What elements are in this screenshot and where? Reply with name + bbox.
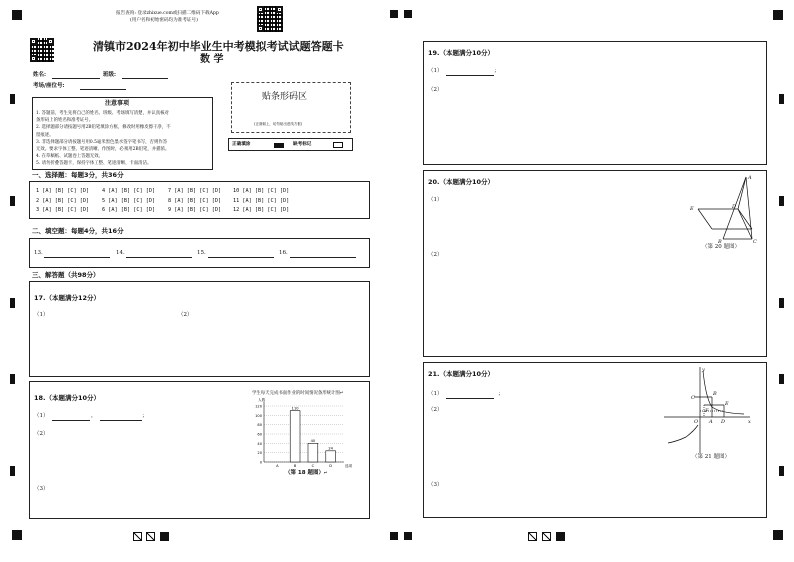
timing-mark [10,94,15,104]
q20-part2-label: （2） [428,252,443,258]
fig21-label-c: C [691,395,695,401]
fig21-label-a: A [709,419,713,425]
fill-blank-area [29,238,370,268]
notice-line: 1. 答题前，考生先将自己的姓名、班级、考场填写清楚，并认真核对 [36,111,169,116]
chart-x-axis-label: 选项 [345,464,353,468]
name-field[interactable] [52,78,100,79]
fig21-label-f: F [705,408,709,414]
page-code-box [542,532,551,541]
choice-question[interactable]: 6 [A] [B] [C] [D] [102,207,156,213]
fill-legend-box [228,138,353,151]
chart-data-label: 40 [310,439,316,444]
chart-y-axis-label: 人数 [258,398,266,402]
corner-mark-tr [773,10,783,20]
q19-part1-label: （1） [428,68,443,74]
choice-question[interactable]: 11 [A] [B] [C] [D] [233,197,290,204]
corner-mark-br [773,530,783,540]
bar-chart [252,398,353,471]
blank-14-label: 14. [116,250,125,256]
timing-mark [779,94,784,104]
blank-14-field[interactable] [126,257,192,258]
q19-answer-box[interactable] [423,41,767,165]
chart-y-tick-label: 60 [257,432,262,437]
room-seat-label: 考场/座位号: [33,83,65,89]
q20-geometry-figure [688,173,758,245]
name-label: 姓名: [33,72,47,78]
fig21-label-y: y [702,367,705,373]
q21-part2-label: （2） [428,407,443,413]
page-code-box [133,532,142,541]
page-code-box [160,532,169,541]
correct-fill-sample [274,143,284,148]
q17-part1-label: （1） [34,312,49,318]
choice-question[interactable]: 12 [A] [B] [C] [D] [233,207,290,213]
app-qr-code [257,6,283,32]
q17-answer-box[interactable] [29,281,370,377]
q21-part3-label: （3） [428,482,443,488]
timing-mark [779,466,784,476]
chart-x-tick-label: D [329,464,333,468]
timing-mark [10,374,15,384]
notice-line: 2. 选择题部分请按题号用2B铅笔填涂方框，修改时用橡皮擦干净，不 [36,125,171,131]
choice-question[interactable]: 8 [A] [B] [C] [D] [168,197,222,204]
notice-box [32,97,213,170]
class-field[interactable] [122,78,168,79]
q18-figure-caption: （第 18 题图）↵ [285,470,328,476]
q20-figure-caption: （第 20 题图） [702,244,740,250]
fig21-label-d: D [721,419,726,425]
corner-mark-mid-bl [390,532,398,540]
class-label: 班级: [103,72,117,78]
subject-title: 数 学 [200,54,224,65]
chart-title: 学生每天完成书面作业的时间情况条形统计图↵ [252,391,344,396]
q21-part1-label: （1） [428,391,443,397]
chart-x-tick-label: B [293,464,297,468]
timing-mark [10,298,15,308]
choice-question[interactable]: 2 [A] [B] [C] [D] [36,197,90,204]
q21-part1-end: ； [498,391,504,397]
fig20-label-c: C [753,239,757,245]
q20-title: 20.（本题满分10分） [428,178,495,186]
notice-line: 4. 在草稿纸、试题卷上答题无效。 [36,154,104,160]
chart-bar [308,443,318,462]
report-notice-line1: 报告查询: 登录zhixue.com或扫描二维码下载App [116,11,219,16]
choice-question[interactable]: 3 [A] [B] [C] [D] [36,207,90,213]
chart-data-label: 110 [291,406,299,411]
notice-line: 条形码上的姓名和准考证号。 [36,118,94,124]
absent-mark-box[interactable] [333,142,343,148]
q21-title: 21.（本题满分10分） [428,370,495,378]
choice-question[interactable]: 7 [A] [B] [C] [D] [168,188,222,194]
chart-x-tick-label: A [276,464,279,468]
absent-mark-label: 缺考标记 [293,142,312,147]
chart-y-tick-label: 0 [259,460,262,465]
timing-mark [779,374,784,384]
timing-mark [10,196,15,206]
corner-mark-mid-br [404,532,412,540]
blank-16-label: 16. [279,250,288,256]
q19-part2-label: （2） [428,87,443,93]
q19-title: 19.（本题满分10分） [428,49,495,57]
q18-part1-end: ； [142,413,148,419]
fig20-label-d: D [732,204,737,210]
barcode-note: (正面朝上，切勿贴出虚线方框) [254,122,303,126]
q21-figure-caption: （第 21 题图） [692,454,730,460]
timing-mark [779,298,784,308]
correct-fill-label: 正确填涂 [232,142,251,147]
fig20-label-e: E [690,206,694,212]
fig21-label-e: E [725,401,729,407]
notice-lines [36,110,171,168]
notice-line: 无效。要求字体工整、笔迹清晰。作图时，必须用2B铅笔，并描浓。 [36,147,170,153]
q20-answer-box[interactable] [423,170,767,357]
q17-title: 17.（本题满分12分） [34,294,101,302]
blank-16-field[interactable] [290,257,356,258]
q18-part2-label: （2） [34,431,49,437]
q18-part3-label: （3） [34,486,49,492]
notice-line: 留痕迹。 [36,132,54,138]
choice-question[interactable]: 1 [A] [B] [C] [D] [36,188,90,194]
chart-x-tick-label: C [311,464,315,468]
chart-data-label: 24 [328,446,333,451]
blank-15-field[interactable] [208,257,274,258]
fig20-label-b: B [718,239,722,245]
barcode-area [231,82,351,133]
room-seat-field[interactable] [80,89,126,90]
blank-13-field[interactable] [44,257,110,258]
section3-title: 三、解答题（共98分） [32,271,100,279]
section1-title: 一、选择题：每题3分，共36分 [32,171,124,179]
page-code-box [528,532,537,541]
q18-title: 18.（本题满分10分） [34,394,101,402]
fig20-label-a: A [748,175,752,181]
notice-line: 3. 非选择题部分请按题号用0.5毫米黑色墨水签字笔书写，否则作答 [36,139,168,145]
q19-part1-end: ； [494,68,500,74]
chart-y-tick-label: 80 [257,423,262,428]
notice-line: 5. 请勿折叠答题卡，保持字体工整、笔迹清晰、卡面清洁。 [36,161,152,167]
q18-answer-box[interactable] [29,381,370,519]
corner-mark-mid-l [390,10,398,18]
q21-answer-box[interactable] [423,362,767,518]
section2-title: 二、填空题：每题4分，共16分 [32,227,124,235]
chart-bar [290,411,300,462]
corner-mark-mid-r [404,10,412,18]
timing-mark [779,196,784,206]
corner-mark-bl [12,530,22,540]
choice-question[interactable]: 5 [A] [B] [C] [D] [102,197,156,204]
notice-title: 注意事项 [105,100,130,107]
corner-mark-tl [12,10,22,20]
q17-part2-label: （2） [178,312,193,318]
q19-part1-field[interactable] [446,75,494,76]
choice-area [29,181,370,219]
page-code-box [146,532,155,541]
timing-mark [10,466,15,476]
q18-part1-field-a[interactable] [52,420,90,421]
report-notice-line2: (用户名和初始密码均为准考证号) [130,18,198,23]
choice-question[interactable]: 9 [A] [B] [C] [D] [168,207,222,213]
chart-bar [326,451,336,462]
q18-part1-label: （1） [34,413,49,419]
fig21-label-o: O [694,419,699,425]
chart-y-tick-label: 120 [255,404,262,409]
q20-part1-label: （1） [428,197,443,203]
choice-question[interactable]: 10 [A] [B] [C] [D] [233,188,290,194]
choice-question[interactable]: 4 [A] [B] [C] [D] [102,188,156,194]
blank-15-label: 15. [197,250,206,256]
fig21-label-x: x [748,419,751,425]
blank-13-label: 13. [34,250,43,256]
chart-y-tick-label: 100 [255,413,262,418]
page-title: 清镇市2024年初中毕业生中考模拟考试试题答题卡 [93,40,344,53]
q21-part1-field[interactable] [446,398,494,399]
sheet-qr-code [30,38,54,62]
q18-part1-sep: ， [91,413,97,419]
chart-y-tick-label: 20 [257,451,262,456]
barcode-title: 贴条形码区 [262,92,308,102]
page-code-box [556,532,565,541]
q18-part1-field-b[interactable] [100,420,142,421]
chart-y-tick-label: 40 [257,441,262,446]
fig21-label-b: B [713,391,717,397]
q21-function-figure [664,365,754,455]
